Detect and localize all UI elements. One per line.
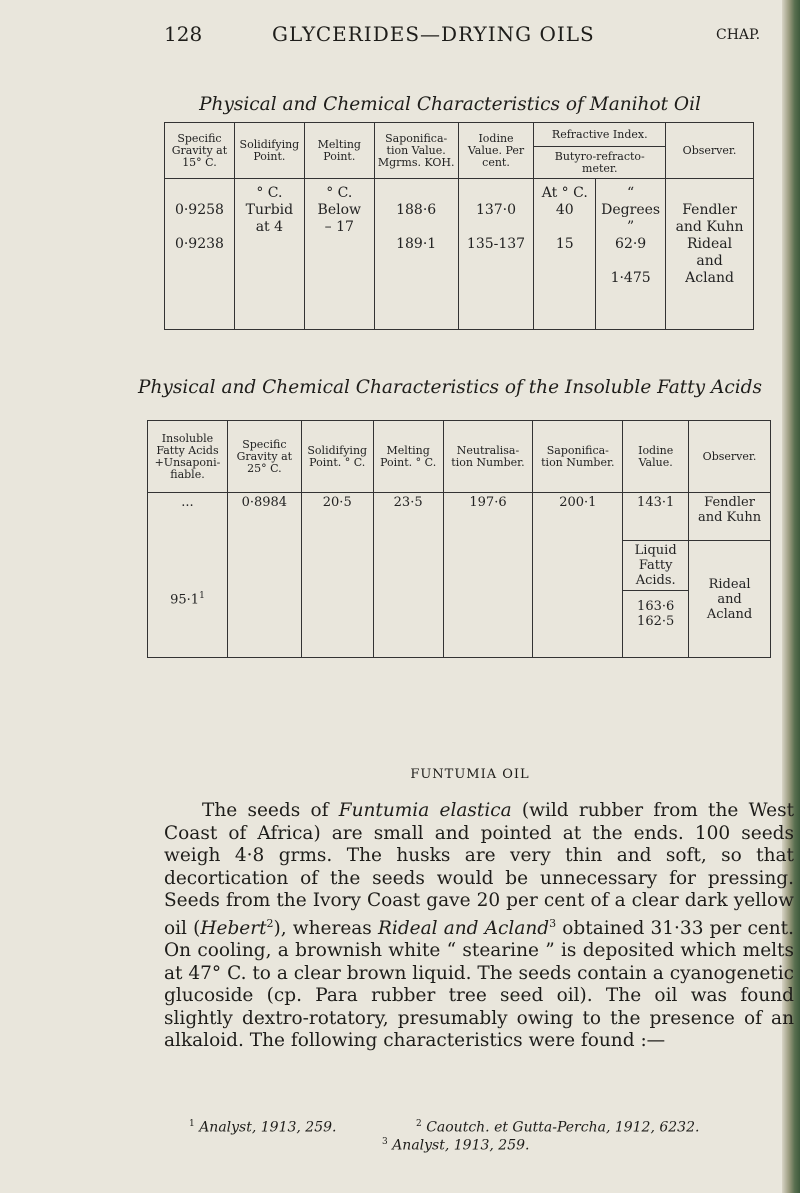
t2-iod-2: 163·6 xyxy=(637,599,675,614)
t2-obs-5: Acland xyxy=(706,606,753,622)
t1-solid-unit: ° C. xyxy=(256,185,283,201)
footnote-ref-3: 3 xyxy=(549,916,557,930)
chapter-label: CHAP. xyxy=(716,27,761,43)
body-text-3: ), whereas xyxy=(273,917,378,939)
t2-obs-4: and xyxy=(717,591,742,607)
body-text-1: The seeds of xyxy=(202,800,339,821)
footnote-3-text: Analyst, 1913, 259. xyxy=(392,1137,530,1154)
t1-header-iod: Iodine Value. Per cent. xyxy=(458,123,534,179)
t1-obs-4: and xyxy=(696,253,723,269)
t2-iod-2-cell xyxy=(623,591,689,658)
t1-sap-cell xyxy=(374,179,458,330)
t2-neut-cell: 197·6 xyxy=(443,493,533,658)
section-title: FUNTUMIA OIL xyxy=(410,767,530,782)
body-author-rideal: Rideal and Acland xyxy=(377,917,550,939)
t2-header-obs: Observer. xyxy=(689,421,771,493)
t2-obs-top xyxy=(689,493,771,541)
t2-sg-cell: 0·8984 xyxy=(227,493,301,658)
t1-at-unit: At ° C. xyxy=(541,185,588,201)
t1-header-obs: Observer. xyxy=(666,123,754,179)
t2-obs-bottom xyxy=(689,541,771,658)
body-paragraph xyxy=(164,800,794,1053)
t2-obs-1: Fendler xyxy=(704,495,755,510)
t1-deg-cell xyxy=(596,179,666,330)
manihot-table xyxy=(164,122,754,330)
t1-solid-cell xyxy=(234,179,304,330)
t2-liquid-label: Liquid Fatty Acids. xyxy=(623,541,689,591)
t2-sap-cell: 200·1 xyxy=(533,493,623,658)
footnote-1 xyxy=(189,1116,336,1137)
footnote-1-text: Analyst, 1913, 259. xyxy=(199,1119,337,1136)
t1-melt-cell xyxy=(304,179,374,330)
table2-title: Physical and Chemical Characteristics of the Insoluble Fatty Acids xyxy=(138,377,762,398)
running-title: GLYCERIDES—DRYING OILS xyxy=(272,22,595,46)
t1-solid-1b: at 4 xyxy=(255,219,284,235)
footnote-ref-2: 2 xyxy=(266,916,274,930)
t2-iod-3: 162·5 xyxy=(637,614,675,629)
t2-header-neut: Neutralisa- tion Number. xyxy=(443,421,533,493)
t1-iod-1: 137·0 xyxy=(475,202,517,218)
page-number: 128 xyxy=(164,22,203,46)
footnote-2-num: 2 xyxy=(416,1119,422,1129)
t1-melt-1b: – 17 xyxy=(324,219,354,235)
t1-header-sap: Saponifica- tion Value. Mgrms. KOH. xyxy=(374,123,458,179)
t2-header-iod: Iodine Value. xyxy=(623,421,689,493)
t1-deg-unit: “ Degrees ” xyxy=(601,185,661,235)
t2-obs-3: Rideal xyxy=(708,576,751,592)
t2-header-sg: Specific Gravity at 25° C. xyxy=(227,421,301,493)
t2-ins-1: ... xyxy=(181,495,194,510)
t2-header-solid: Solidifying Point. ° C. xyxy=(301,421,373,493)
t2-header-sap: Saponifica- tion Number. xyxy=(533,421,623,493)
t1-header-butyro: Butyro-refracto- meter. xyxy=(534,147,666,179)
t1-header-melt: Melting Point. xyxy=(304,123,374,179)
t1-sg-1: 0·9258 xyxy=(174,202,224,218)
t1-sap-2: 189·1 xyxy=(396,236,437,252)
t2-obs-2: and Kuhn xyxy=(697,510,762,525)
t2-ins-2-wrap xyxy=(148,589,227,607)
t1-obs-5: Acland xyxy=(685,270,734,286)
t1-obs-cell xyxy=(666,179,754,330)
t1-obs-2: and Kuhn xyxy=(675,219,744,235)
t1-sg-2: 0·9238 xyxy=(174,236,224,252)
t2-header-melt: Melting Point. ° C. xyxy=(373,421,443,493)
t1-sap-1: 188·6 xyxy=(396,202,437,218)
t1-deg-2: 1·475 xyxy=(610,270,651,286)
table1-title: Physical and Chemical Characteristics of Manihot Oil xyxy=(199,94,701,115)
t1-obs-1: Fendler xyxy=(682,202,737,218)
body-author-hebert: Hebert xyxy=(200,917,267,939)
t2-ins-2-sup: 1 xyxy=(199,591,205,601)
body-text xyxy=(164,800,794,1053)
footnote-3-num: 3 xyxy=(382,1137,388,1147)
footnote-1-num: 1 xyxy=(189,1119,195,1129)
t1-iod-cell xyxy=(458,179,534,330)
t1-sg-cell xyxy=(165,179,235,330)
t1-obs-3: Rideal xyxy=(687,236,733,252)
body-text-2: (wild rubber from the West Coast of Africa) are small and pointed at the ends. 100 seeds weigh 4·8 grms. The husks are very thin and soft, so that decortication of the seeds would be unnecessary for pressing. Seeds from the Ivory Coast gave 20 per cent of a clear dark yellow oil ( xyxy=(164,800,795,939)
t2-ins-2: 95·1 xyxy=(170,592,200,608)
t1-melt-unit: ° C. xyxy=(326,185,353,201)
t1-at-cell xyxy=(534,179,596,330)
t2-iod-1: 143·1 xyxy=(623,493,689,541)
t1-header-solid: Solidifying Point. xyxy=(234,123,304,179)
footnote-2-text: Caoutch. et Gutta-Percha, 1912, 6232. xyxy=(426,1119,700,1136)
t1-melt-1: Below xyxy=(317,202,362,218)
t2-header-ins: Insoluble Fatty Acids +Unsaponi- fiable. xyxy=(148,421,228,493)
t1-iod-2: 135-137 xyxy=(466,236,526,252)
t1-at-2: 15 xyxy=(555,236,574,252)
t2-ins-cell xyxy=(148,493,228,658)
fatty-acids-table xyxy=(147,420,771,658)
t1-deg-1: 62·9 xyxy=(615,236,647,252)
t1-header-sg: Specific Gravity at 15° C. xyxy=(165,123,235,179)
t1-at-1: 40 xyxy=(555,202,574,218)
body-species-name: Funtumia elastica xyxy=(338,800,512,821)
t2-melt-cell: 23·5 xyxy=(373,493,443,658)
t2-solid-cell: 20·5 xyxy=(301,493,373,658)
t1-header-ri: Refractive Index. xyxy=(534,123,666,147)
footnote-3 xyxy=(382,1134,529,1155)
body-text-4: obtained 31·33 per cent. On cooling, a brownish white “ stearine ” is deposited which melts at 47° C. to a clear brown liquid. The seeds contain a cyanogenetic glucoside (cp. Para rubber tree seed oil). The oil was found slightly dextro-rotatory, presumably owing to the presence of an alkaloid. The following characteristics were found :— xyxy=(164,917,794,1052)
t1-solid-1: Turbid xyxy=(245,202,294,218)
